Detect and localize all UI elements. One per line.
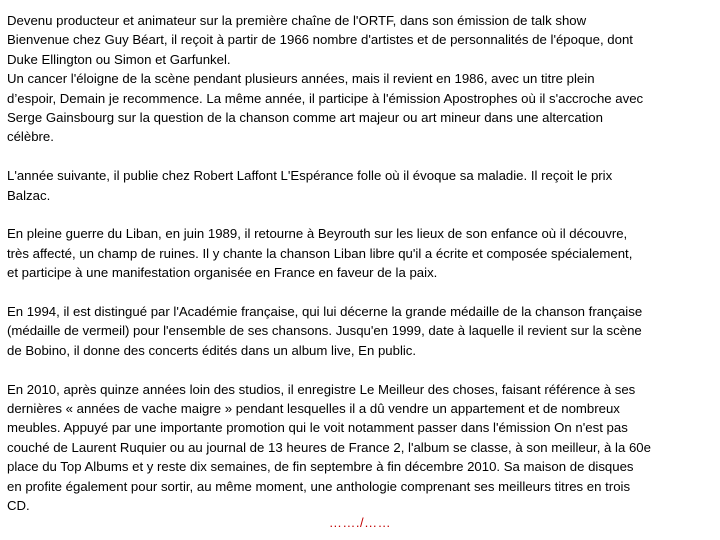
paragraph-esperance-folle (7, 166, 714, 205)
text-line: très affecté, un champ de ruines. Il y chante la chanson Liban libre qu'il a écrite et composée spécialement, (7, 245, 633, 261)
text-line: couché de Laurent Ruquier ou au journal de 13 heures de France 2, l'album se classe, à son meilleur, à la 60e (7, 439, 651, 455)
paragraph-meilleur-des-choses (7, 380, 714, 516)
text-line: En 1994, il est distingué par l'Académie française, qui lui décerne la grande médaille de la chanson française (7, 304, 643, 320)
text-line: Balzac. (7, 187, 51, 203)
text-line: CD. (7, 498, 30, 514)
text-line: L'année suivante, il publie chez Robert Laffont L'Espérance folle où il évoque sa maladie. Il reçoit le prix (7, 168, 613, 184)
text-line: Devenu producteur et animateur sur la première chaîne de l'ORTF, dans son émission de talk show (7, 13, 587, 28)
text-line: d’espoir, Demain je recommence. La même année, il participe à l'émission Apostrophes où il s'accroche avec (7, 90, 644, 106)
document-body (7, 11, 714, 516)
text-line: célèbre. (7, 129, 54, 145)
text-line: et participe à une manifestation organisée en France en faveur de la paix. (7, 265, 438, 281)
text-line: dernières « années de vache maigre » pendant lesquelles il a dû vendre un appartement et de nombreux (7, 401, 620, 417)
text-line: En pleine guerre du Liban, en juin 1989, il retourne à Beyrouth sur les lieux de son enfance où il découvre, (7, 226, 628, 242)
text-line: meubles. Appuyé par une importante promotion qui le voit notamment passer dans l'émission On n'est pas (7, 420, 628, 436)
text-line: Bienvenue chez Guy Béart, il reçoit à partir de 1966 nombre d'artistes et de personnalités de l'époque, dont (7, 32, 633, 48)
paragraph-bienvenue-chez-guy-beart (7, 11, 714, 147)
text-line: en profite également pour sortir, au même moment, une anthologie comprenant ses meilleurs titres en trois (7, 478, 631, 494)
text-line: Serge Gainsbourg sur la question de la chanson comme art majeur ou art mineur dans une altercation (7, 110, 603, 126)
paragraph-academie-francaise (7, 302, 714, 360)
text-line: (médaille de vermeil) pour l'ensemble de ses chansons. Jusqu'en 1999, date à laquelle il revient sur la scène (7, 323, 642, 339)
text-line: Duke Ellington ou Simon et Garfunkel. (7, 51, 231, 67)
text-line: Un cancer l'éloigne de la scène pendant plusieurs années, mais il revient en 1986, avec un titre plein (7, 71, 595, 87)
paragraph-liban-libre (7, 224, 714, 282)
continuation-separator: ……./…… (328, 515, 392, 530)
text-line: place du Top Albums et y reste dix semaines, de fin septembre à fin décembre 2010. Sa maison de disques (7, 459, 634, 475)
text-line: de Bobino, il donne des concerts édités dans un album live, En public. (7, 342, 417, 358)
text-line: En 2010, après quinze années loin des studios, il enregistre Le Meilleur des choses, faisant référence à ses (7, 381, 636, 397)
